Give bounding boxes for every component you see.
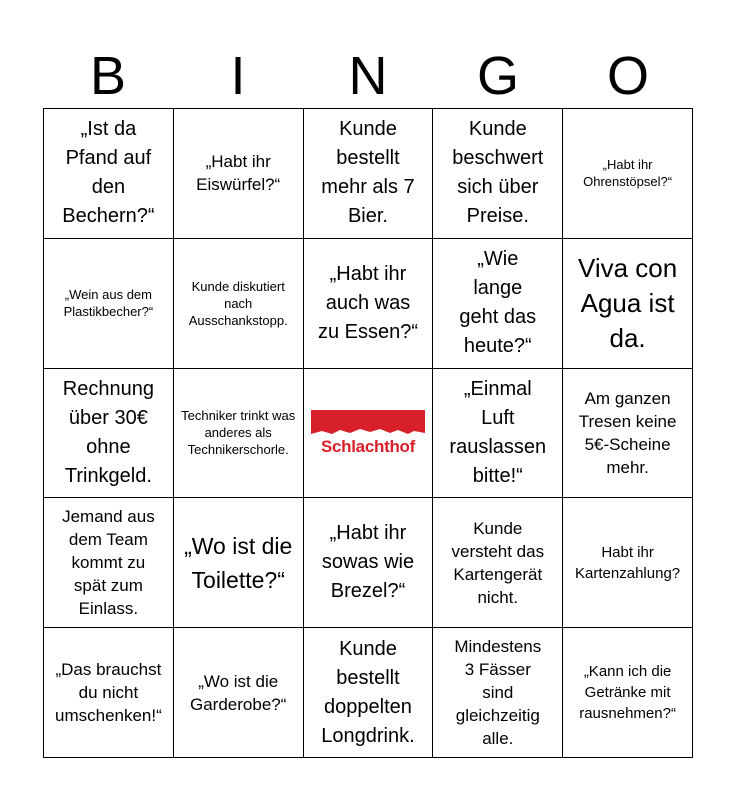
logo-roof-shape — [310, 407, 426, 441]
bingo-cell[interactable]: Kunde bestellt mehr als 7 Bier. — [304, 109, 434, 239]
bingo-cell[interactable]: „Kann ich die Getränke mit rausnehmen?“ — [563, 628, 693, 758]
bingo-cell[interactable]: Am ganzen Tresen keine 5€-Scheine mehr. — [563, 369, 693, 499]
bingo-cell[interactable]: Viva con Agua ist da. — [563, 239, 693, 369]
header-letter-g: G — [476, 46, 519, 106]
bingo-cell[interactable]: Kunde bestellt doppelten Longdrink. — [304, 628, 434, 758]
bingo-cell[interactable]: Kunde diskutiert nach Ausschankstopp. — [174, 239, 304, 369]
bingo-cell[interactable]: „Wo ist die Garderobe?“ — [174, 628, 304, 758]
header-letter-n: N — [348, 46, 388, 106]
bingo-cell[interactable]: „Wein aus dem Plastikbecher?“ — [44, 239, 174, 369]
bingo-cell[interactable]: „Habt ihr sowas wie Brezel?“ — [304, 498, 434, 628]
bingo-cell[interactable]: Mindestens 3 Fässer sind gleichzeitig alle. — [433, 628, 563, 758]
bingo-cell[interactable]: Kunde beschwert sich über Preise. — [433, 109, 563, 239]
bingo-cell[interactable]: Habt ihr Kartenzahlung? — [563, 498, 693, 628]
bingo-header — [43, 46, 693, 106]
bingo-cell[interactable]: „Ist da Pfand auf den Bechern?“ — [44, 109, 174, 239]
bingo-cell[interactable]: „Einmal Luft rauslassen bitte!“ — [433, 369, 563, 499]
header-letter-i: I — [230, 46, 246, 106]
bingo-cell[interactable]: „Habt ihr auch was zu Essen?“ — [304, 239, 434, 369]
logo-wordmark: Schlachthof — [320, 436, 415, 456]
bingo-cell[interactable]: „Wo ist die Toilette?“ — [174, 498, 304, 628]
bingo-cell-free-logo[interactable] — [304, 369, 434, 499]
bingo-cell[interactable]: „Das brauchst du nicht umschenken!“ — [44, 628, 174, 758]
bingo-cell[interactable]: „Habt ihr Ohrenstöpsel?“ — [563, 109, 693, 239]
bingo-cell[interactable]: „Wie lange geht das heute?“ — [433, 239, 563, 369]
schlachthof-logo — [310, 407, 426, 459]
header-letter-o: O — [606, 46, 649, 106]
bingo-cell[interactable]: Kunde versteht das Kartengerät nicht. — [433, 498, 563, 628]
bingo-cell[interactable]: Techniker trinkt was anderes als Technikerschorle. — [174, 369, 304, 499]
bingo-cell[interactable]: Jemand aus dem Team kommt zu spät zum Einlass. — [44, 498, 174, 628]
bingo-cell[interactable]: „Habt ihr Eiswürfel?“ — [174, 109, 304, 239]
bingo-card-grid — [43, 108, 693, 758]
header-letter-b: B — [89, 46, 127, 106]
bingo-cell[interactable]: Rechnung über 30€ ohne Trinkgeld. — [44, 369, 174, 499]
